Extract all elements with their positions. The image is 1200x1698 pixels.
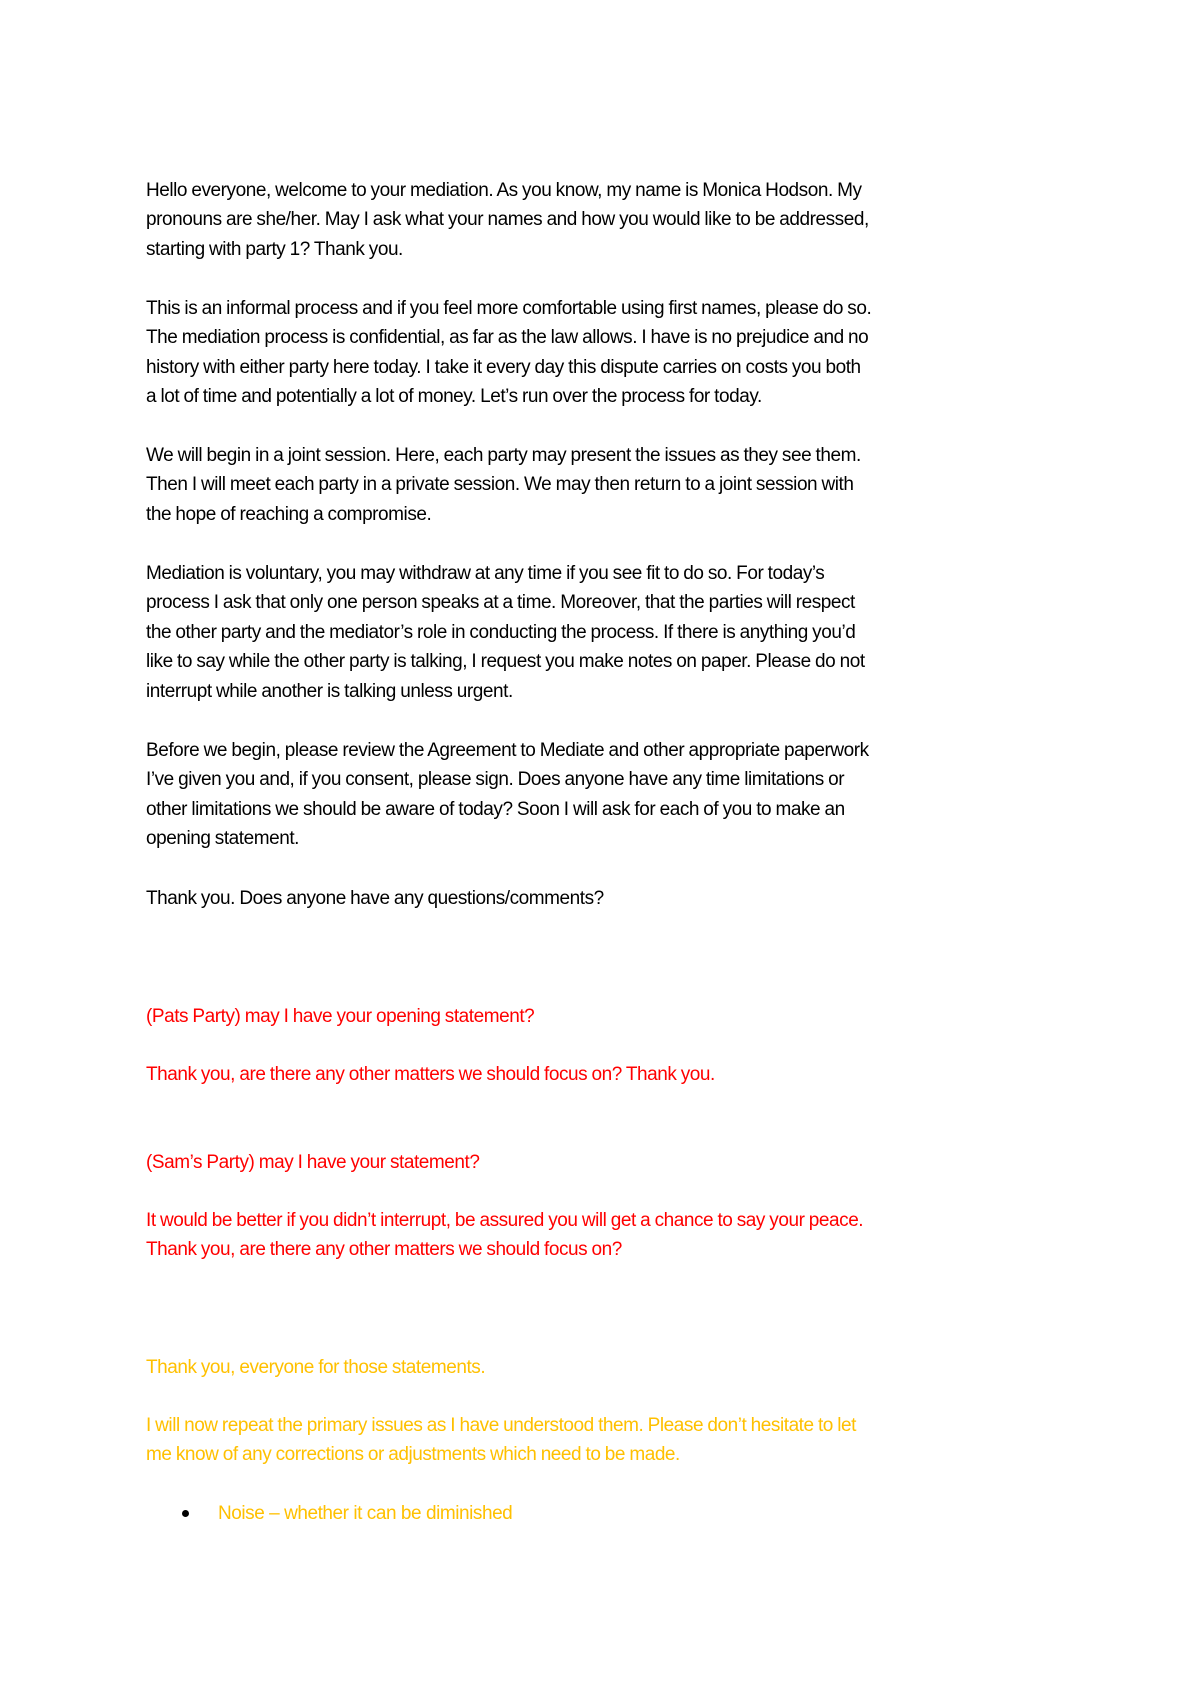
text-line: opening statement. bbox=[146, 828, 300, 850]
text-line: process I ask that only one person speaks at a time. Moreover, that the parties will respect bbox=[146, 592, 855, 614]
text-line: I’ve given you and, if you consent, please sign. Does anyone have any time limitations or bbox=[146, 769, 845, 791]
text-line: Before we begin, please review the Agreement to Mediate and other appropriate paperwork bbox=[146, 740, 869, 761]
paragraph-pats-party-followup bbox=[146, 1060, 1076, 1089]
text-line: The mediation process is confidential, as far as the law allows. I have is no prejudice and no bbox=[146, 327, 869, 349]
text-line: history with either party here today. I take it every day this dispute carries on costs you both bbox=[146, 356, 861, 378]
text-line: Thank you, everyone for those statements. bbox=[146, 1357, 486, 1378]
paragraph-joint-session bbox=[146, 441, 1076, 529]
text-line: This is an informal process and if you feel more comfortable using first names, please do so. bbox=[146, 298, 872, 319]
paragraph-questions bbox=[146, 884, 1076, 913]
text-line: (Pats Party) may I have your opening statement? bbox=[146, 1006, 535, 1027]
paragraph-sams-party-request bbox=[146, 1148, 1076, 1177]
bullet-list-item bbox=[146, 1499, 1076, 1529]
text-line: Mediation is voluntary, you may withdraw at any time if you see fit to do so. For today’s bbox=[146, 563, 825, 584]
text-line: like to say while the other party is talking, I request you make notes on paper. Please do not bbox=[146, 651, 865, 673]
text-line: I will now repeat the primary issues as I have understood them. Please don’t hesitate to let bbox=[146, 1415, 856, 1436]
paragraph-thanks-statements bbox=[146, 1353, 1076, 1382]
text-line: the other party and the mediator’s role in conducting the process. If there is anything you’d bbox=[146, 621, 856, 643]
paragraph-sams-party-followup bbox=[146, 1206, 1076, 1265]
bullet-text: Noise – whether it can be diminished bbox=[218, 1503, 513, 1524]
paragraph-voluntary bbox=[146, 559, 1076, 706]
text-line: the hope of reaching a compromise. bbox=[146, 503, 432, 525]
text-line: starting with party 1? Thank you. bbox=[146, 238, 403, 260]
paragraph-repeat-issues bbox=[146, 1411, 1076, 1470]
paragraph-pats-party-request bbox=[146, 1002, 1076, 1031]
paragraph-agreement bbox=[146, 736, 1076, 854]
text-line: interrupt while another is talking unless urgent. bbox=[146, 680, 513, 702]
text-line: Hello everyone, welcome to your mediation. As you know, my name is Monica Hodson. My bbox=[146, 180, 862, 201]
text-line: Then I will meet each party in a private session. We may then return to a joint session with bbox=[146, 474, 854, 496]
text-line: We will begin in a joint session. Here, each party may present the issues as they see them. bbox=[146, 445, 861, 466]
text-line: Thank you, are there any other matters we should focus on? Thank you. bbox=[146, 1064, 715, 1085]
paragraph-introduction bbox=[146, 176, 1076, 264]
text-line: (Sam’s Party) may I have your statement? bbox=[146, 1152, 480, 1173]
text-line: other limitations we should be aware of today? Soon I will ask for each of you to make an bbox=[146, 798, 845, 820]
text-line: me know of any corrections or adjustments which need to be made. bbox=[146, 1444, 680, 1466]
bullet-icon bbox=[182, 1510, 189, 1517]
text-line: Thank you, are there any other matters we should focus on? bbox=[146, 1239, 622, 1261]
paragraph-informal-process bbox=[146, 294, 1076, 412]
text-line: Thank you. Does anyone have any questions/comments? bbox=[146, 888, 604, 909]
text-line: a lot of time and potentially a lot of money. Let’s run over the process for today. bbox=[146, 386, 762, 408]
text-line: It would be better if you didn’t interrupt, be assured you will get a chance to say your peace. bbox=[146, 1210, 864, 1231]
text-line: pronouns are she/her. May I ask what your names and how you would like to be addressed, bbox=[146, 209, 869, 231]
